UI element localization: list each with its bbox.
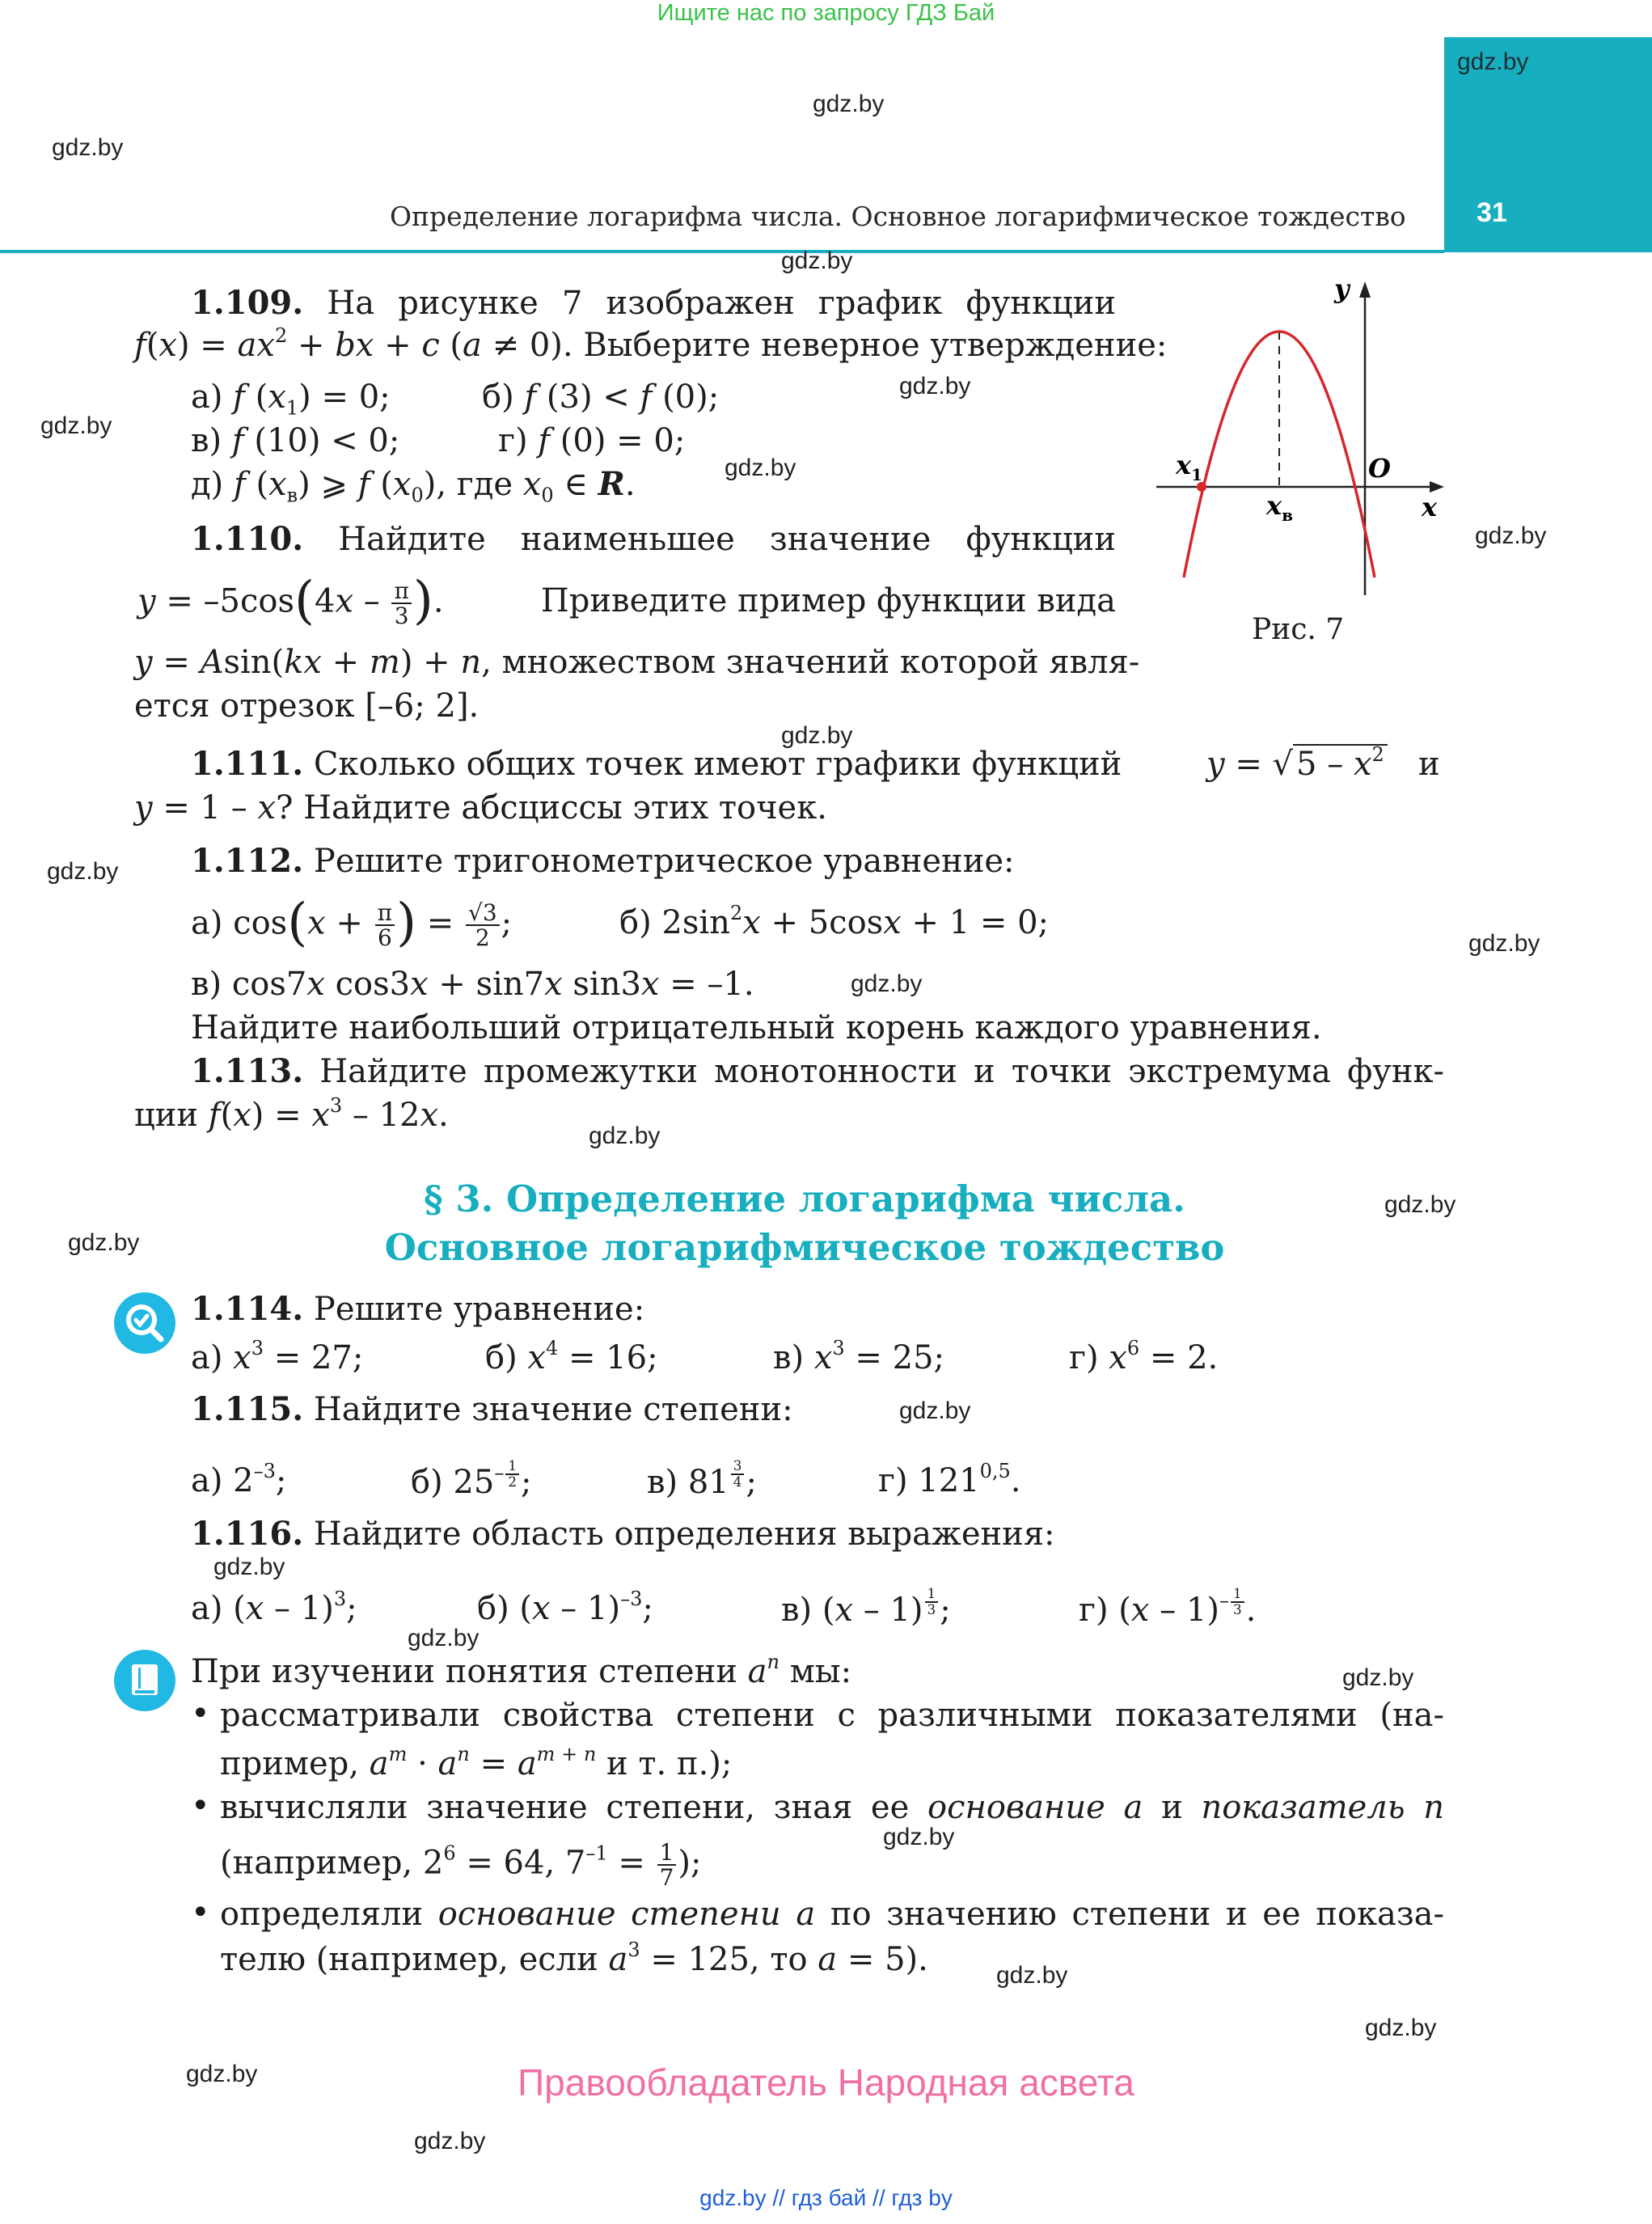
problem-1-115-option-a: а) $2^{-3}$; xyxy=(191,1460,287,1499)
problem-1-114-line1 xyxy=(191,1287,644,1331)
problem-1-109-option-v: в) f (10) < 0; xyxy=(191,422,400,459)
watermark: gdz.by xyxy=(1384,1191,1456,1218)
note-text: основание степени xyxy=(437,1896,781,1933)
watermark: gdz.by xyxy=(813,91,885,117)
problem-number: 1.109. xyxy=(191,284,304,322)
problem-text: Приведите пример функции вида xyxy=(540,582,1116,619)
x-axis-label: x xyxy=(1422,492,1438,522)
problem-1-116-option-g: г) (x – 1)$^{- \frac{1}{3}}$ . xyxy=(1079,1585,1257,1629)
xv-label-main: x xyxy=(1266,490,1282,521)
word-and: и xyxy=(1418,746,1440,783)
watermark: gdz.by xyxy=(725,455,796,481)
problem-1-109-line1 xyxy=(191,281,1116,325)
x1-label-main: x xyxy=(1176,450,1192,480)
problem-text: На рисунке 7 изображен график функции xyxy=(327,285,1117,322)
problem-1-114-option-b: б) $x^4 = 16$; xyxy=(485,1337,658,1376)
watermark: gdz.by xyxy=(186,2061,258,2087)
note-intro: При изучении понятия степени $a^n$ мы: xyxy=(191,1651,852,1690)
problem-text: ции xyxy=(134,1097,199,1134)
option-label: а) xyxy=(191,378,223,416)
problem-number: 1.116. xyxy=(191,1515,304,1553)
watermark: gdz.by xyxy=(40,412,112,439)
note-text: При изучении понятия степени xyxy=(191,1653,737,1690)
problem-1-109-option-g: г) f (0) = 0; xyxy=(498,422,686,459)
watermark: gdz.by xyxy=(1475,522,1547,549)
problem-number: 1.111. xyxy=(191,745,304,783)
problem-text: множеством значений которой явля- xyxy=(501,644,1140,681)
problem-text: Найдите промежутки монотонности и точки экстремума функ- xyxy=(319,1053,1444,1090)
note-text: определяли xyxy=(220,1896,424,1933)
problem-number: 1.113. xyxy=(191,1052,304,1090)
watermark: gdz.by xyxy=(781,722,853,749)
problem-text: Найдите область определения выражения: xyxy=(313,1516,1055,1553)
watermark: gdz.by xyxy=(883,1824,955,1850)
problem-text: Решите тригонометрическое уравнение: xyxy=(313,843,1015,880)
watermark: gdz.by xyxy=(589,1123,661,1149)
problem-1-110-line4: ется отрезок [–6; 2]. xyxy=(134,687,480,725)
note-bullet3-line1: определяли основание степени a по значению степени и ее показа- xyxy=(220,1896,1444,1933)
figure-caption: Рис. 7 xyxy=(1252,613,1345,646)
problem-text: Сколько общих точек имеют графики функций xyxy=(313,746,1122,783)
problem-1-116-option-a: а) (x – 1)$^3$; xyxy=(191,1588,357,1627)
problem-1-116-option-v: в) (x – 1) $^{\frac{1}{3}}$ ; xyxy=(781,1585,951,1629)
y-axis-label: y xyxy=(1334,273,1350,304)
watermark: gdz.by xyxy=(1342,1664,1414,1691)
problem-1-113-line1 xyxy=(191,1050,1444,1093)
problem-1-111-line1: 1.111. Сколько общих точек имеют графики функций y = √ $5 - x^2$ и xyxy=(191,742,1444,786)
top-note: Ищите нас по запросу ГДЗ Бай xyxy=(657,0,995,26)
watermark: gdz.by xyxy=(68,1229,140,1256)
note-text: основание xyxy=(927,1789,1105,1826)
page-tab xyxy=(1444,37,1652,252)
note-text: и xyxy=(1161,1789,1183,1826)
watermark: gdz.by xyxy=(781,247,853,274)
section-title-line1: § 3. Определение логарифма числа. xyxy=(424,1178,1185,1220)
problem-1-109-option-a: а) f $(x_1) = 0$; xyxy=(191,378,391,420)
problem-1-109-option-b: б) f (3) < f (0); xyxy=(482,378,720,416)
word-where: где xyxy=(456,466,513,503)
problem-1-114-options: а) $x^3 = 27$; xyxy=(191,1337,364,1376)
problem-1-112-option-b: б) $2\sin^2x + 5\cos x + 1 = 0$; xyxy=(619,902,1050,941)
bullet-dot: • xyxy=(191,1695,210,1732)
running-head: Определение логарифма числа. Основное логарифмическое тождество xyxy=(390,201,1406,232)
problem-1-114-option-g: г) $x^6 = 2$. xyxy=(1069,1337,1219,1376)
watermark: gdz.by xyxy=(47,858,119,885)
problem-1-113-line2: ции $f(x) = x^3 - 12x$. xyxy=(134,1094,449,1134)
section-title-line2: Основное логарифмическое тождество xyxy=(384,1226,1225,1269)
problem-number: 1.110. xyxy=(191,520,304,558)
problem-1-112-line1 xyxy=(191,839,1015,883)
problem-1-109-option-d: д) f $(x_в)$ ⩾ f $(x_0)$, где $x_0$ ∈ R. xyxy=(191,465,636,507)
page-number: 31 xyxy=(1477,197,1507,228)
note-bullet3-line2: телю (например, если $a^3 = 125$, то a = 5). xyxy=(220,1939,928,1978)
note-bullet2-line2: (например, $2^6 = 64$, $7^{-1}$ = $\frac{1}{7}$ ); xyxy=(220,1839,702,1892)
watermark: gdz.by xyxy=(851,970,923,997)
function-graph-figure xyxy=(1148,272,1456,611)
problem-1-112-option-v: в) cos7x cos3x + sin7x sin3x = –1. xyxy=(191,966,754,1003)
watermark: gdz.by xyxy=(52,134,124,161)
option-label: г) xyxy=(498,422,528,459)
problem-1-110-line3: y = Asin(kx + m) + n, множеством значений которой явля- xyxy=(134,644,1140,681)
search-magnifier-icon xyxy=(114,1292,175,1354)
problem-1-112-line-final: Найдите наибольший отрицательный корень каждого уравнения. xyxy=(191,1009,1322,1046)
problem-1-116-line1 xyxy=(191,1512,1055,1556)
problem-number: 1.115. xyxy=(191,1390,304,1428)
note-text: пример, xyxy=(220,1745,360,1782)
watermark: gdz.by xyxy=(408,1625,480,1651)
watermark: gdz.by xyxy=(899,1397,971,1424)
note-text: по значению степени и ее показа- xyxy=(830,1896,1444,1933)
copyright-notice: Правообладатель Народная асвета xyxy=(518,2061,1134,2103)
problem-text: Найдите значение степени: xyxy=(313,1391,793,1428)
problem-1-110-line1 xyxy=(191,518,1116,561)
watermark: gdz.by xyxy=(414,2128,486,2154)
note-text: (например, xyxy=(220,1844,413,1882)
problem-1-111-line2: y = 1 – x? Найдите абсциссы этих точек. xyxy=(134,789,827,827)
note-text: мы: xyxy=(789,1653,852,1690)
x1-label xyxy=(1175,450,1202,484)
x1-label-sub: 1 xyxy=(1191,465,1202,484)
option-label: в) xyxy=(191,422,222,459)
problem-number: 1.112. xyxy=(191,842,304,880)
watermark: gdz.by xyxy=(1468,930,1540,957)
note-bullet2-line1: вычисляли значение степени, зная ее основание a и показатель n xyxy=(220,1789,1445,1826)
problem-1-115-line1 xyxy=(191,1388,793,1431)
note-text: вычисляли значение степени, зная ее xyxy=(220,1789,910,1826)
note-text: показатель xyxy=(1201,1789,1405,1826)
origin-label: O xyxy=(1368,453,1391,484)
problem-1-115-option-g: г) 121$^{0,5}$. xyxy=(878,1460,1021,1499)
tab-site-label: gdz.by xyxy=(1457,49,1529,75)
watermark: gdz.by xyxy=(213,1554,285,1580)
xv-label-sub: в xyxy=(1282,505,1293,525)
problem-text: Найдите наименьшее значение функции xyxy=(338,521,1116,558)
note-bullet1-line2: пример, $a^m \cdot a^n = a^{m + n}$ и т. п.); xyxy=(220,1743,733,1782)
bottom-links[interactable]: gdz.by // гдз бай // гдз by xyxy=(699,2185,953,2210)
problem-1-109-line2: $f(x) = ax^2$ + bx + c (a ≠ 0). Выберите неверное утверждение: xyxy=(134,324,1168,364)
xv-label xyxy=(1265,490,1293,525)
x-axis-arrow-icon xyxy=(1430,481,1444,493)
header-rule xyxy=(0,250,1444,253)
problem-1-115-option-b: б) $25^{- \frac{1}{2}}$ ; xyxy=(411,1457,532,1501)
problem-text: Найдите абсциссы этих точек. xyxy=(303,789,827,827)
problem-1-114-option-v: в) $x^3 = 25$; xyxy=(773,1337,945,1376)
problem-1-112-option-a: а) cos(x + $\frac{\pi}{6}$ ) = $\frac{√3}{2}$ ; xyxy=(191,893,513,953)
option-label: б) xyxy=(482,378,514,416)
watermark: gdz.by xyxy=(996,1962,1068,1989)
note-text: и т. п.); xyxy=(606,1745,733,1782)
note-bullet1-line1: рассматривали свойства степени с различными показателями (на- xyxy=(220,1697,1444,1734)
problem-1-115-option-v: в) 81 $^{\frac{3}{4}}$ ; xyxy=(647,1457,757,1501)
problem-1-116-option-b: б) (x – 1)$^{-3}$; xyxy=(477,1588,653,1627)
note-text: телю (например, если xyxy=(220,1941,598,1978)
problem-text: Выберите неверное утверждение: xyxy=(583,327,1168,364)
bullet-dot: • xyxy=(191,1787,210,1824)
y-axis-arrow-icon xyxy=(1359,281,1371,298)
problem-text: Решите уравнение: xyxy=(313,1291,645,1328)
bullet-dot: • xyxy=(191,1894,210,1931)
problem-number: 1.114. xyxy=(191,1290,304,1328)
watermark: gdz.by xyxy=(1365,2015,1437,2041)
problem-1-110-line2: y = –5cos(4x – $\frac{\pi}{3}$ ). Приведите пример функции вида xyxy=(137,571,1116,632)
watermark: gdz.by xyxy=(899,373,971,400)
option-label: д) xyxy=(191,466,224,503)
book-icon xyxy=(114,1650,175,1711)
